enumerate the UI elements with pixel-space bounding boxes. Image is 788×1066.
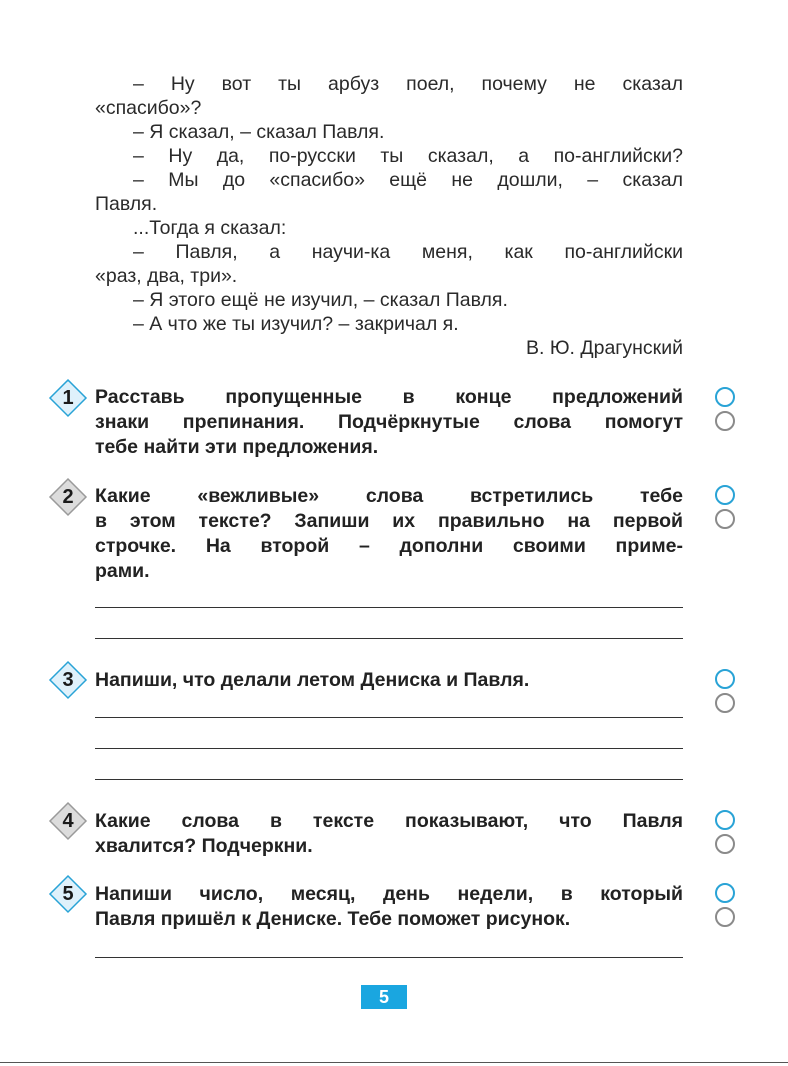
- page-bottom-divider: [0, 1062, 788, 1063]
- task-question: [95, 882, 683, 932]
- story-line: «раз, два, три».: [95, 265, 238, 287]
- story-line: ...Тогда я сказал:: [133, 217, 287, 239]
- story-line: «спасибо»?: [95, 97, 202, 119]
- task-question-line: строчке. На второй – дополни своими приме-: [95, 535, 683, 557]
- story-line: – Я сказал, – сказал Павля.: [133, 121, 385, 143]
- self-check-circle-gray[interactable]: [715, 509, 735, 529]
- task-question-line: Напиши, что делали летом Дениска и Павля.: [95, 669, 530, 691]
- story-line: – Я этого ещё не изучил, – сказал Павля.: [133, 289, 508, 311]
- story-line: – А что же ты изучил? – закричал я.: [133, 313, 459, 335]
- self-check-circle-blue[interactable]: [715, 883, 735, 903]
- task-question-line: тебе найти эти предложения.: [95, 436, 379, 458]
- task-question-line: рами.: [95, 560, 150, 582]
- story-line: – Мы до «спасибо» ещё не дошли, – сказал: [133, 169, 683, 191]
- task-question-line: в этом тексте? Запиши их правильно на первой: [95, 510, 683, 532]
- task-question-line: Напиши число, месяц, день недели, в который: [95, 883, 683, 905]
- answer-line[interactable]: [95, 957, 683, 958]
- story-line: Павля.: [95, 193, 158, 215]
- task-question-line: знаки препинания. Подчёркнутые слова помогут: [95, 411, 683, 433]
- task-number-badge: [48, 477, 88, 517]
- task-number-badge: [48, 874, 88, 914]
- task-number: 1: [62, 387, 74, 409]
- self-check-circles: [715, 485, 739, 533]
- task-question: [95, 809, 683, 859]
- page-number: 5: [361, 985, 407, 1009]
- answer-line[interactable]: [95, 638, 683, 639]
- self-check-circles: [715, 883, 739, 931]
- story-author: В. Ю. Драгунский: [526, 337, 683, 359]
- task-number: 3: [62, 669, 74, 691]
- task-question: [95, 484, 683, 584]
- self-check-circle-blue[interactable]: [715, 387, 735, 407]
- task-number-badge: [48, 801, 88, 841]
- answer-line[interactable]: [95, 717, 683, 718]
- task-number: 5: [62, 883, 74, 905]
- self-check-circle-gray[interactable]: [715, 907, 735, 927]
- self-check-circles: [715, 810, 739, 858]
- self-check-circle-blue[interactable]: [715, 485, 735, 505]
- self-check-circle-gray[interactable]: [715, 693, 735, 713]
- self-check-circle-blue[interactable]: [715, 810, 735, 830]
- answer-line[interactable]: [95, 779, 683, 780]
- task-question-line: Какие «вежливые» слова встретились тебе: [95, 485, 683, 507]
- self-check-circles: [715, 669, 739, 717]
- answer-line[interactable]: [95, 748, 683, 749]
- self-check-circles: [715, 387, 739, 435]
- story-line: – Павля, а научи-ка меня, как по-английски: [133, 241, 683, 263]
- task-number: 4: [62, 810, 74, 832]
- task-number-badge: [48, 378, 88, 418]
- self-check-circle-gray[interactable]: [715, 411, 735, 431]
- task-question-line: хвалится? Подчеркни.: [95, 835, 313, 857]
- task-question: [95, 668, 683, 693]
- task-question-line: Павля пришёл к Дениске. Тебе поможет рисунок.: [95, 908, 571, 930]
- task-question-line: Расставь пропущенные в конце предложений: [95, 386, 683, 408]
- story-line: – Ну вот ты арбуз поел, почему не сказал: [133, 73, 683, 95]
- task-question: [95, 385, 683, 460]
- task-number-badge: [48, 660, 88, 700]
- story-line: – Ну да, по-русски ты сказал, а по-английски?: [133, 145, 683, 167]
- task-number: 2: [62, 486, 74, 508]
- story-text: [95, 72, 683, 360]
- self-check-circle-gray[interactable]: [715, 834, 735, 854]
- task-question-line: Какие слова в тексте показывают, что Павля: [95, 810, 683, 832]
- answer-line[interactable]: [95, 607, 683, 608]
- self-check-circle-blue[interactable]: [715, 669, 735, 689]
